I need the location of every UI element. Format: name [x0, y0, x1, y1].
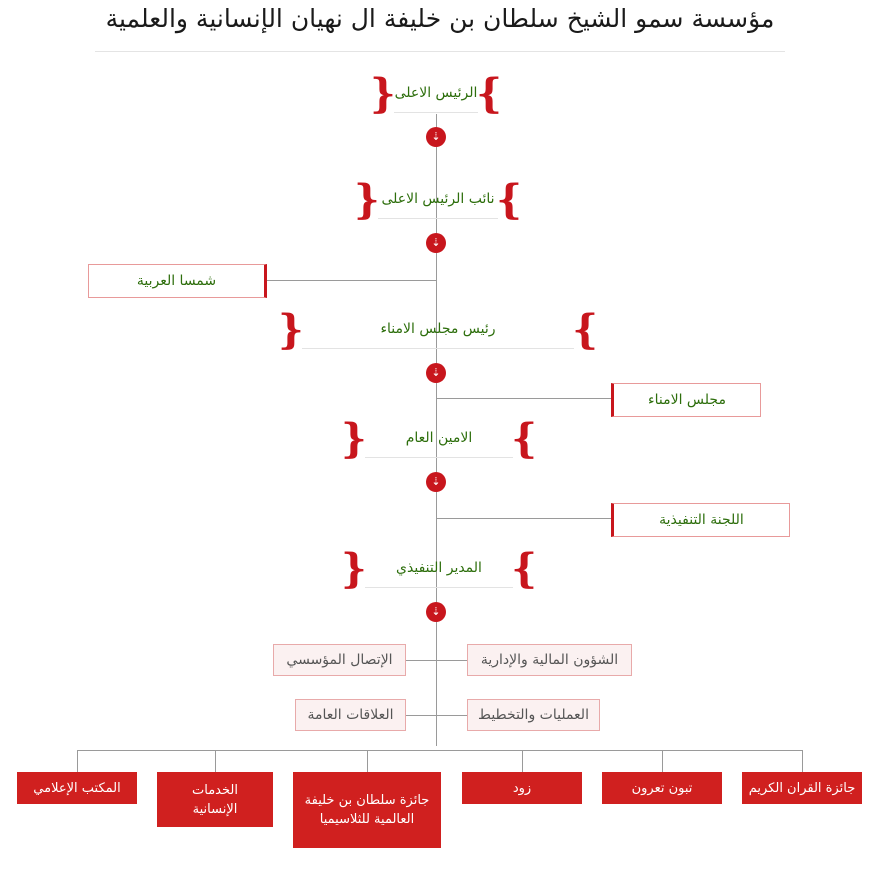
connector — [802, 750, 803, 772]
node-label: رئيس مجلس الامناء — [302, 310, 574, 349]
unit-zoud: زود — [462, 772, 582, 804]
side-box-shamsa: شمسا العربية — [88, 264, 267, 298]
unit-thalassemia-award: جائزة سلطان بن خليفة العالمية للثلاسيميا — [293, 772, 441, 848]
unit-humanitarian-services: الخدمات الإنسانية — [157, 772, 273, 827]
side-box-board-of-trustees: مجلس الامناء — [611, 383, 761, 417]
connector — [267, 280, 437, 281]
dept-public-relations: العلاقات العامة — [295, 699, 406, 731]
node-deputy-head — [354, 176, 522, 223]
connector — [436, 518, 611, 519]
unit-media-office: المكتب الإعلامي — [17, 772, 137, 804]
down-arrow-icon: ⇣ — [426, 233, 446, 253]
connector — [406, 660, 468, 661]
right-brace: } — [572, 306, 598, 353]
dept-corporate-communication: الإتصال المؤسسي — [273, 644, 406, 676]
right-brace: } — [496, 176, 522, 223]
down-arrow-icon: ⇣ — [426, 472, 446, 492]
connector — [436, 398, 611, 399]
connector — [662, 750, 663, 772]
side-box-executive-committee: اللجنة التنفيذية — [611, 503, 790, 537]
node-label: الرئيس الاعلى — [394, 74, 478, 113]
dept-finance-admin: الشؤون المالية والإدارية — [467, 644, 632, 676]
connector — [522, 750, 523, 772]
connector — [77, 750, 78, 772]
node-supreme-head — [370, 70, 502, 117]
connector — [406, 715, 468, 716]
connector — [77, 750, 803, 751]
unit-quran-award: جائزة القران الكريم — [742, 772, 862, 804]
left-brace: { — [370, 70, 396, 117]
node-executive-director — [341, 545, 537, 592]
dept-operations-planning: العمليات والتخطيط — [467, 699, 600, 731]
right-brace: } — [511, 415, 537, 462]
right-brace: } — [511, 545, 537, 592]
right-brace: } — [476, 70, 502, 117]
node-label: نائب الرئيس الاعلى — [378, 180, 498, 219]
node-board-chair — [278, 306, 598, 353]
left-brace: { — [354, 176, 380, 223]
down-arrow-icon: ⇣ — [426, 363, 446, 383]
node-secretary-general — [341, 415, 537, 462]
title-divider — [95, 51, 785, 52]
node-label: المدير التنفيذي — [365, 549, 513, 588]
unit-tabun-tagrun: تبون تعرون — [602, 772, 722, 804]
down-arrow-icon: ⇣ — [426, 602, 446, 622]
node-label: الامين العام — [365, 419, 513, 458]
chart-title: مؤسسة سمو الشيخ سلطان بن خليفة ال نهيان الإنسانية والعلمية — [105, 4, 775, 33]
connector — [367, 750, 368, 772]
left-brace: { — [341, 415, 367, 462]
left-brace: { — [341, 545, 367, 592]
left-brace: { — [278, 306, 304, 353]
connector — [215, 750, 216, 772]
down-arrow-icon: ⇣ — [426, 127, 446, 147]
